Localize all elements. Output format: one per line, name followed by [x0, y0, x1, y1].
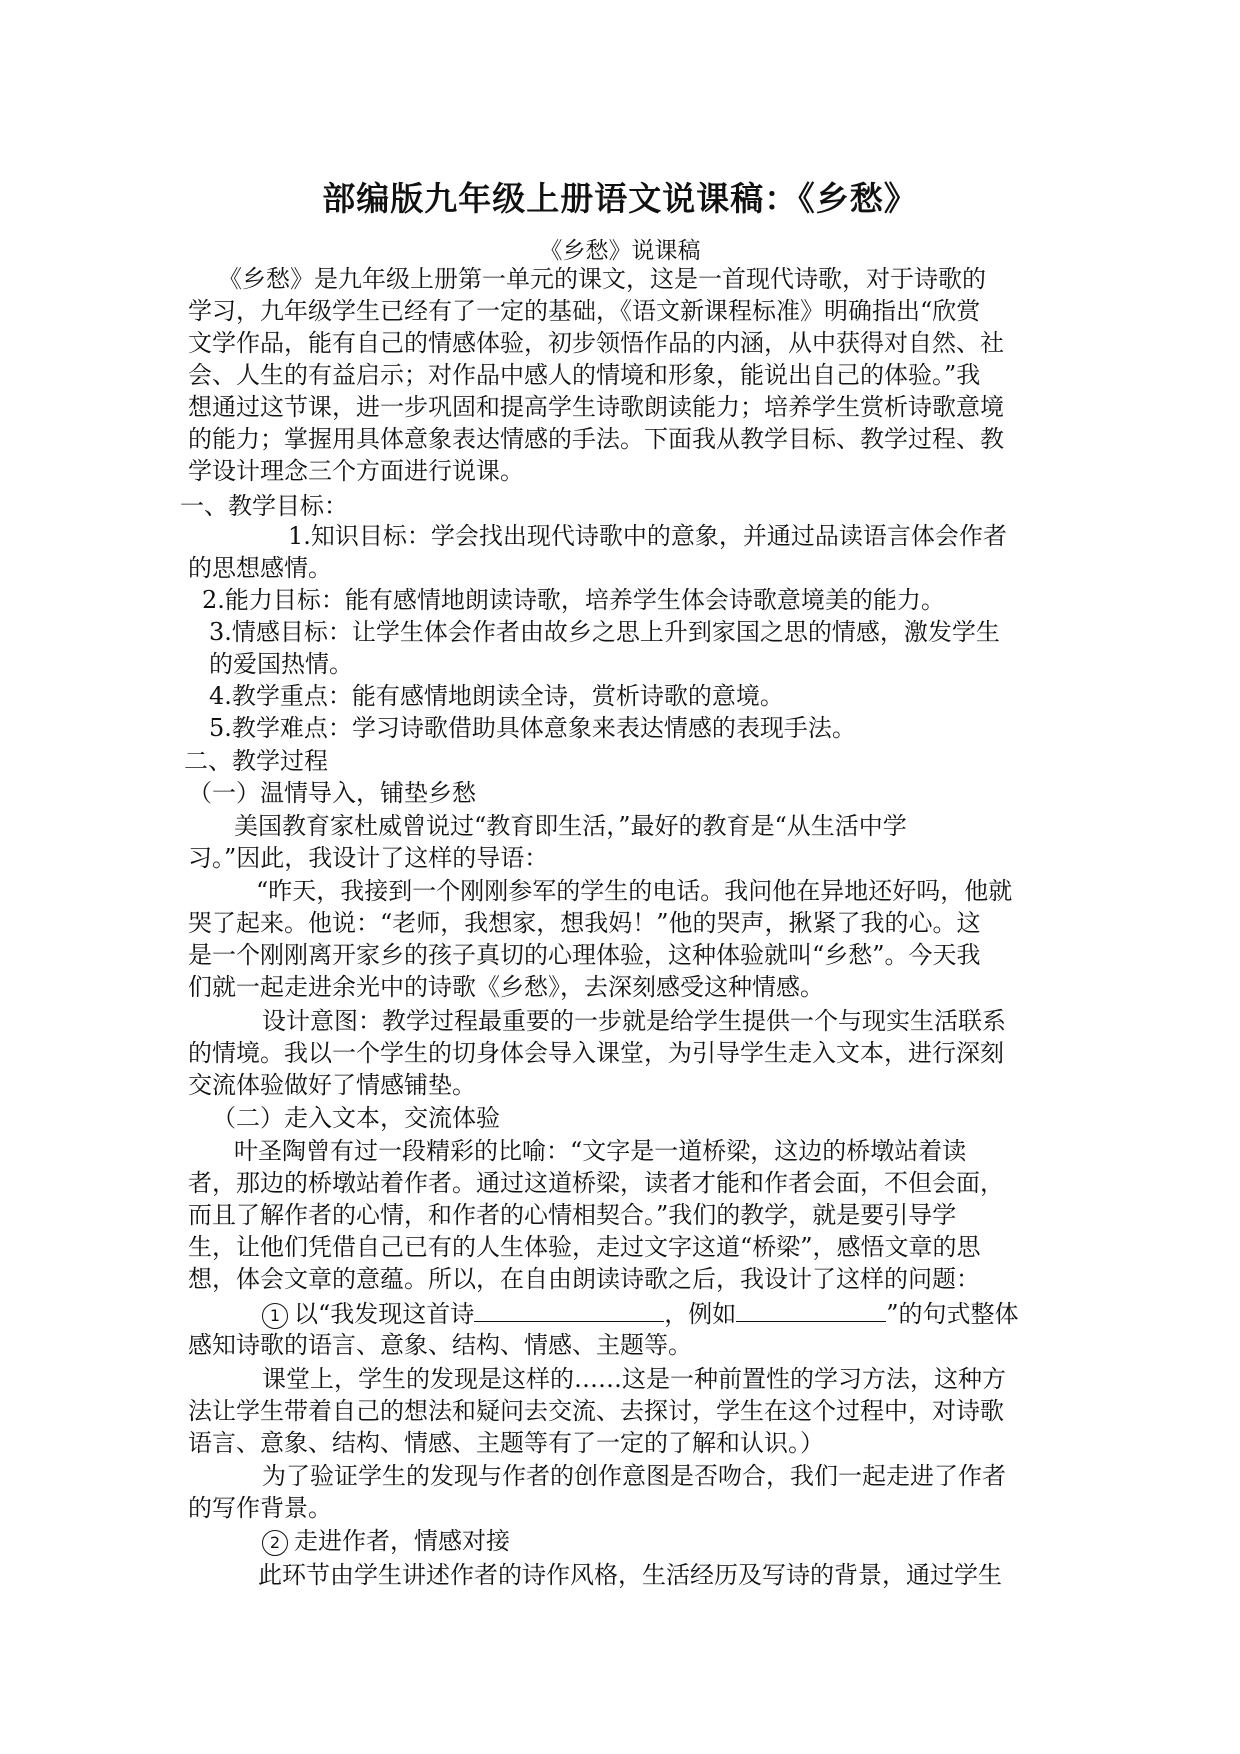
- question-text: 走进作者，情感对接: [294, 1527, 510, 1555]
- paragraph-line: 而且了解作者的心情，和作者的心情相契合。”我们的教学，就是要引导学: [188, 1201, 957, 1229]
- paragraph-line: 美国教育家杜威曾说过“教育即生活，”最好的教育是“从生活中学: [234, 812, 907, 840]
- paragraph-line: 叶圣陶曾有过一段精彩的比喻：“文字是一道桥梁，这边的桥墩站着读: [234, 1137, 967, 1165]
- goal-item-cont: 的爱国热情。: [209, 650, 353, 678]
- question-line-cont: 感知诗歌的语言、意象、结构、情感、主题等。: [188, 1331, 692, 1359]
- paragraph-line: 的情境。我以一个学生的切身体会导入课堂，为引导学生走入文本，进行深刻: [188, 1039, 1004, 1067]
- paragraph-line: “昨天，我接到一个刚刚参军的学生的电话。我问他在异地还好吗，他就: [256, 877, 1013, 905]
- goal-item: 1.知识目标：学会找出现代诗歌中的意象，并通过品读语言体会作者: [288, 522, 1007, 550]
- paragraph-line: 是一个刚刚离开家乡的孩子真切的心理体验，这种体验就叫“乡愁”。今天我: [188, 941, 981, 969]
- goal-item-cont: 的思想感情。: [188, 554, 332, 582]
- question-line: [262, 1297, 1019, 1330]
- paragraph-line: 交流体验做好了情感铺垫。: [188, 1071, 476, 1099]
- circled-number: 1: [262, 1303, 288, 1329]
- paragraph-line: 生，让他们凭借自己已有的人生体验，走过文字这道“桥梁”，感悟文章的思: [188, 1233, 981, 1261]
- goal-item: 3.情感目标：让学生体会作者由故乡之思上升到家国之思的情感，激发学生: [209, 618, 1000, 646]
- paragraph-line: 想，体会文章的意蕴。所以，在自由朗读诗歌之后，我设计了这样的问题：: [188, 1265, 980, 1293]
- fill-blank: [736, 1297, 886, 1322]
- goal-item: 5.教学难点：学习诗歌借助具体意象来表达情感的表现手法。: [209, 714, 856, 742]
- paragraph-line: 习。”因此，我设计了这样的导语：: [188, 844, 549, 872]
- paragraph-line: 哭了起来。他说：“老师，我想家，想我妈！”他的哭声，揪紧了我的心。这: [188, 909, 981, 937]
- fill-blank: [474, 1297, 664, 1322]
- paragraph-line: 为了验证学生的发现与作者的创作意图是否吻合，我们一起走进了作者: [262, 1462, 1006, 1490]
- paragraph-line: 们就一起走进余光中的诗歌《乡愁》，去深刻感受这种情感。: [188, 973, 824, 1001]
- document-title: 部编版九年级上册语文说课稿：《乡愁》: [322, 179, 918, 218]
- intro-line: 学习，九年级学生已经有了一定的基础，《语文新课程标准》明确指出“欣赏: [188, 297, 981, 325]
- question-text: ，例如: [664, 1300, 737, 1328]
- paragraph-line: 法让学生带着自己的想法和疑问去交流、去探讨，学生在这个过程中，对诗歌: [188, 1397, 1004, 1425]
- paragraph-line: 语言、意象、结构、情感、主题等有了一定的了解和认识。）: [188, 1429, 824, 1457]
- paragraph-line: 者，那边的桥墩站着作者。通过这道桥梁，读者才能和作者会面，不但会面，: [188, 1169, 1004, 1197]
- question-text: ”的句式整体: [886, 1300, 1019, 1328]
- paragraph-line: 课堂上，学生的发现是这样的……这是一种前置性的学习方法，这种方: [262, 1365, 1006, 1393]
- subsection-heading: （一）温情导入，铺垫乡愁: [188, 779, 476, 807]
- intro-line: 学设计理念三个方面进行说课。: [188, 457, 524, 485]
- paragraph-line: 的写作背景。: [188, 1494, 332, 1522]
- section-heading-process: 二、教学过程: [184, 747, 328, 775]
- circled-number: 2: [262, 1530, 288, 1556]
- intro-line: 的能力；掌握用具体意象表达情感的手法。下面我从教学目标、教学过程、教: [188, 425, 1004, 453]
- intro-line: 《乡愁》是九年级上册第一单元的课文，这是一首现代诗歌，对于诗歌的: [218, 265, 986, 293]
- document-subtitle: 《乡愁》说课稿: [539, 238, 701, 264]
- intro-line: 想通过这节课，进一步巩固和提高学生诗歌朗读能力；培养学生赏析诗歌意境: [188, 393, 1004, 421]
- paragraph-line: 此环节由学生讲述作者的诗作风格，生活经历及写诗的背景，通过学生: [258, 1561, 1002, 1589]
- goal-item: 2.能力目标：能有感情地朗读诗歌，培养学生体会诗歌意境美的能力。: [202, 586, 945, 614]
- question-line: [262, 1525, 510, 1557]
- question-text: 以“我发现这首诗: [294, 1300, 475, 1328]
- intro-line: 会、人生的有益启示；对作品中感人的情境和形象，能说出自己的体验。”我: [188, 361, 981, 389]
- subsection-heading: （二）走入文本，交流体验: [212, 1104, 500, 1132]
- goal-item: 4.教学重点：能有感情地朗读全诗，赏析诗歌的意境。: [209, 682, 784, 710]
- intro-line: 文学作品，能有自己的情感体验，初步领悟作品的内涵，从中获得对自然、社: [188, 329, 1004, 357]
- paragraph-line: 设计意图：教学过程最重要的一步就是给学生提供一个与现实生活联系: [262, 1007, 1006, 1035]
- section-heading-goals: 一、教学目标：: [180, 492, 348, 520]
